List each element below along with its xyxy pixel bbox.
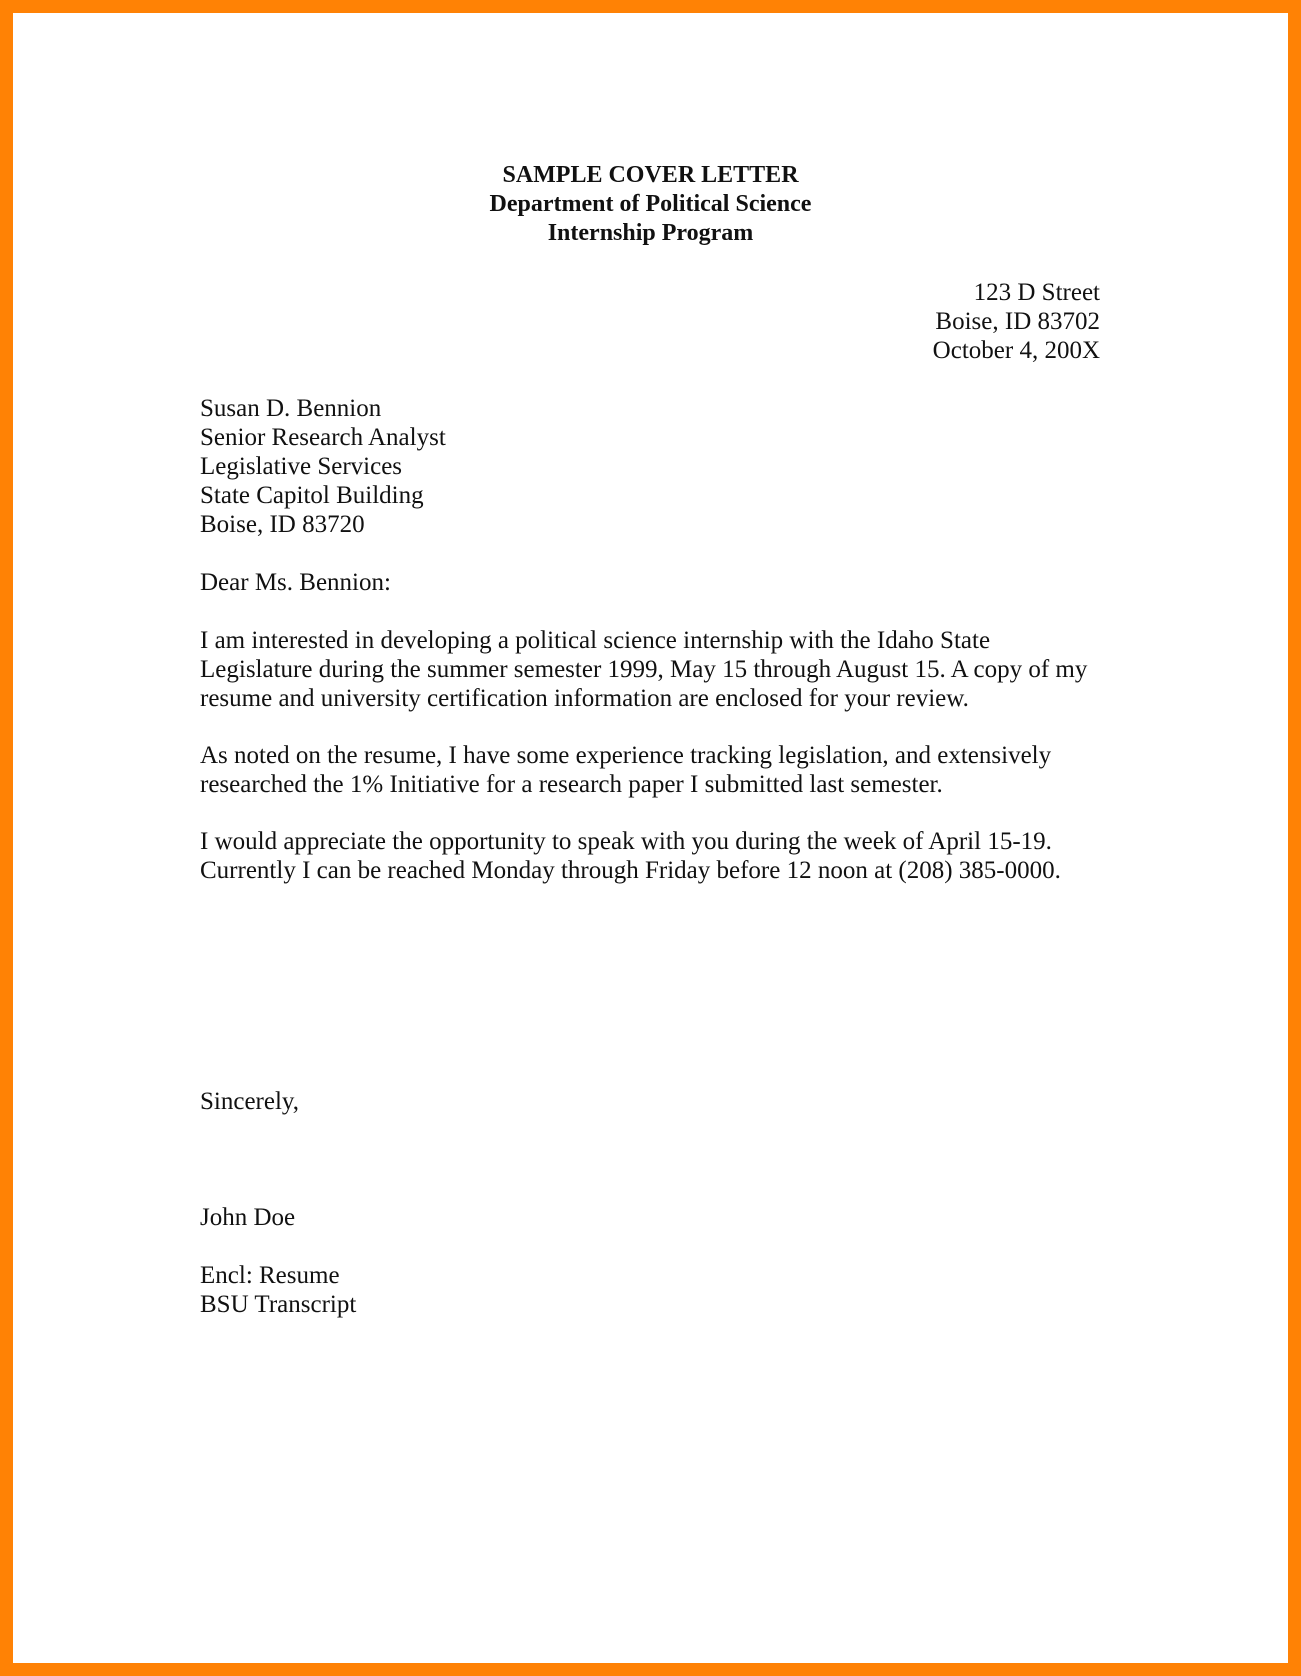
signature-name: John Doe bbox=[200, 1204, 296, 1231]
paragraph-line: researched the 1% Initiative for a research paper I submitted last semester. bbox=[200, 771, 943, 798]
recipient-building: State Capitol Building bbox=[200, 482, 424, 509]
program-name: Internship Program bbox=[547, 220, 754, 246]
paragraph-line: I would appreciate the opportunity to speak with you during the week of April 15-19. bbox=[200, 828, 1052, 855]
letter-title: SAMPLE COVER LETTER bbox=[502, 162, 799, 188]
body-paragraph-2 bbox=[200, 741, 1051, 799]
enclosure-list bbox=[200, 1261, 356, 1319]
sender-city: Boise, ID 83702 bbox=[935, 308, 1100, 335]
paragraph-line: Legislature during the summer semester 1999, May 15 through August 15. A copy of my bbox=[200, 656, 1088, 683]
closing: Sincerely, bbox=[200, 1088, 300, 1115]
letter-date: October 4, 200X bbox=[932, 337, 1100, 364]
department-name: Department of Political Science bbox=[489, 191, 812, 217]
recipient-organization: Legislative Services bbox=[200, 453, 403, 480]
paragraph-line: resume and university certification information are enclosed for your review. bbox=[200, 685, 969, 712]
paragraph-line: As noted on the resume, I have some experience tracking legislation, and extensively bbox=[200, 742, 1052, 769]
body-paragraph-3 bbox=[200, 827, 1061, 885]
enclosure-item: Encl: Resume bbox=[200, 1262, 340, 1289]
recipient-title: Senior Research Analyst bbox=[200, 424, 446, 451]
paragraph-line: Currently I can be reached Monday through Friday before 12 noon at (208) 385-0000. bbox=[200, 857, 1061, 884]
sender-street: 123 D Street bbox=[973, 279, 1100, 306]
salutation: Dear Ms. Bennion: bbox=[200, 569, 391, 596]
recipient-name: Susan D. Bennion bbox=[200, 395, 382, 422]
body-paragraph-1 bbox=[200, 626, 1087, 713]
recipient-city: Boise, ID 83720 bbox=[200, 511, 365, 538]
enclosure-item: BSU Transcript bbox=[200, 1291, 357, 1318]
sender-address-block bbox=[933, 278, 1100, 365]
paragraph-line: I am interested in developing a political science internship with the Idaho State bbox=[200, 627, 991, 654]
recipient-address-block bbox=[200, 394, 446, 539]
letter-heading bbox=[0, 161, 1301, 248]
